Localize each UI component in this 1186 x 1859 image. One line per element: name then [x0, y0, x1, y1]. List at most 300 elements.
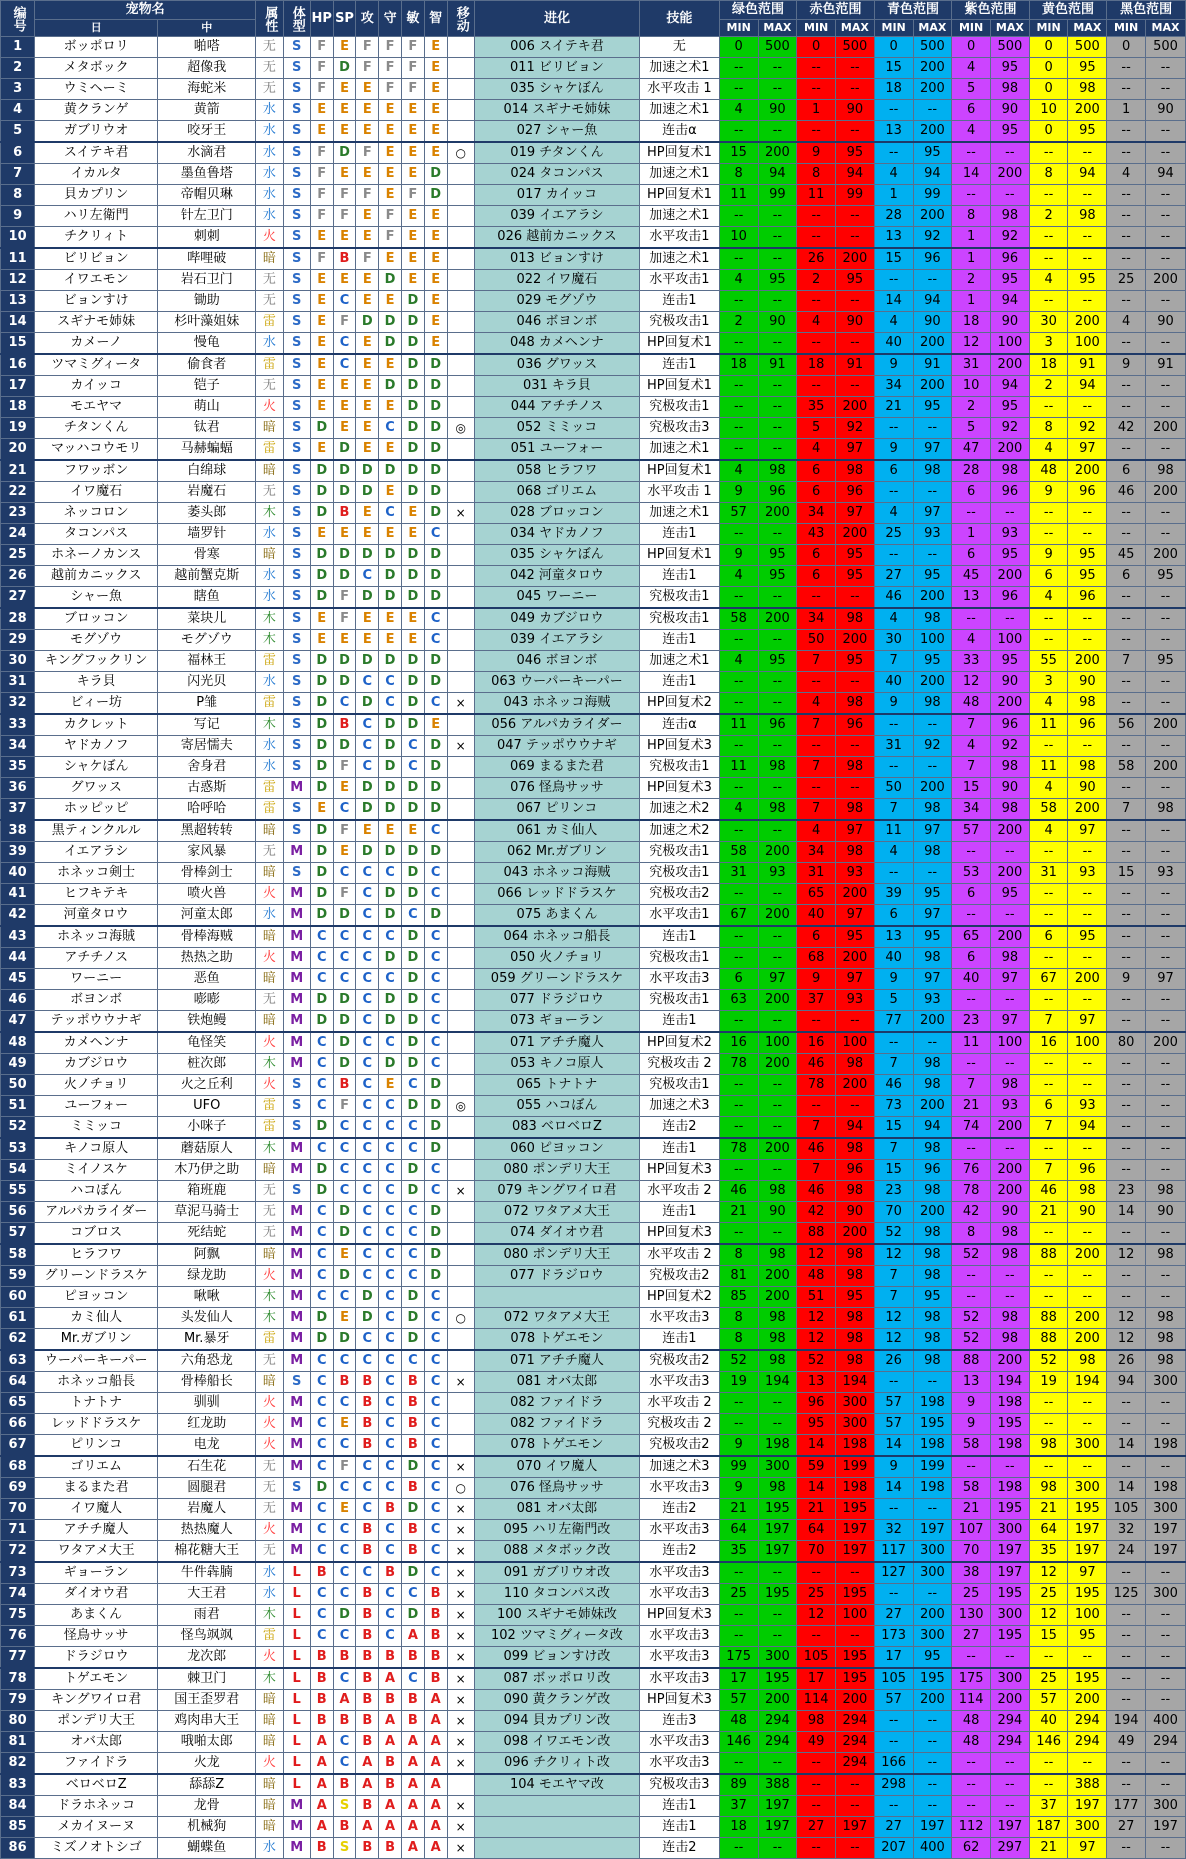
- yellow-max: 91: [1068, 354, 1107, 376]
- move-mark: ○: [447, 1478, 474, 1499]
- red-min: 6: [797, 566, 836, 587]
- purple-max: 97: [990, 969, 1029, 990]
- purple-min: 107: [952, 1520, 991, 1541]
- stat-def: C: [379, 1435, 402, 1457]
- blue-min: 40: [874, 948, 913, 969]
- stat-atk: C: [356, 1244, 379, 1266]
- pet-attribute: 暗: [256, 545, 283, 566]
- stat-atk: F: [356, 248, 379, 270]
- yellow-max: 98: [1068, 79, 1107, 100]
- purple-min: 175: [952, 1668, 991, 1690]
- evolution: 096 チクリィト改: [474, 1753, 639, 1775]
- pet-body-size: M: [283, 1244, 310, 1266]
- stat-atk: F: [356, 185, 379, 206]
- green-max: 98: [758, 1478, 797, 1499]
- black-min: 14: [1107, 1435, 1146, 1457]
- row-number: 26: [1, 566, 35, 587]
- black-max: --: [1145, 926, 1185, 948]
- stat-agi: D: [401, 291, 424, 312]
- yellow-min: 15: [1029, 1626, 1068, 1647]
- table-row: [1, 164, 1186, 185]
- stat-atk: A: [356, 1774, 379, 1796]
- evolution: 056 アルパカライダー: [474, 714, 639, 736]
- stat-hp: C: [310, 1414, 333, 1435]
- green-max: 96: [758, 482, 797, 503]
- stat-agi: D: [401, 1011, 424, 1033]
- evolution: 050 火ノチョリ: [474, 948, 639, 969]
- col-purple: 紫色范围: [952, 1, 1029, 20]
- pet-name-cn: 头发仙人: [158, 1308, 256, 1329]
- row-number: 33: [1, 714, 35, 736]
- pet-attribute: 火: [256, 1435, 283, 1457]
- pet-body-size: S: [283, 37, 310, 58]
- purple-min: 6: [952, 884, 991, 905]
- skill: 加速之术1: [640, 248, 720, 270]
- purple-max: --: [990, 1796, 1029, 1817]
- pet-body-size: S: [283, 185, 310, 206]
- green-min: --: [719, 1414, 758, 1435]
- pet-body-size: S: [283, 206, 310, 227]
- stat-sp: E: [333, 1308, 356, 1329]
- green-max: --: [758, 1414, 797, 1435]
- purple-min: 9: [952, 1414, 991, 1435]
- row-number: 9: [1, 206, 35, 227]
- move-mark: [447, 884, 474, 905]
- pet-body-size: S: [283, 608, 310, 630]
- skill: 加速之术3: [640, 1096, 720, 1117]
- stat-def: D: [379, 990, 402, 1011]
- evolution: 100 スギナモ姉妹改: [474, 1605, 639, 1626]
- purple-min: 114: [952, 1690, 991, 1711]
- purple-min: 8: [952, 206, 991, 227]
- stat-int: E: [424, 58, 447, 79]
- stat-hp: E: [310, 121, 333, 143]
- red-min: 31: [797, 863, 836, 884]
- blue-min: 0: [874, 37, 913, 58]
- evolution: [474, 1796, 639, 1817]
- table-row: [1, 842, 1186, 863]
- row-number: 72: [1, 1541, 35, 1563]
- stat-atk: D: [356, 1287, 379, 1308]
- green-min: 6: [719, 969, 758, 990]
- black-max: --: [1145, 672, 1185, 693]
- green-max: 98: [758, 799, 797, 821]
- red-max: 200: [836, 248, 875, 270]
- black-max: --: [1145, 1011, 1185, 1033]
- evolution: 088 メタボック改: [474, 1541, 639, 1563]
- green-max: 294: [758, 1732, 797, 1753]
- col-blue-min: MIN: [874, 20, 913, 37]
- purple-max: 96: [990, 587, 1029, 609]
- pet-name-cn: 阿飘: [158, 1244, 256, 1266]
- green-max: 195: [758, 1668, 797, 1690]
- table-row: [1, 418, 1186, 439]
- col-jp: 日: [35, 20, 158, 37]
- stat-hp: D: [310, 418, 333, 439]
- yellow-max: --: [1068, 1414, 1107, 1435]
- red-min: 48: [797, 1266, 836, 1287]
- pet-attribute: 无: [256, 270, 283, 291]
- yellow-max: --: [1068, 948, 1107, 969]
- pet-name-jp: ミミッコ: [35, 1117, 158, 1139]
- stat-atk: F: [356, 37, 379, 58]
- pet-body-size: S: [283, 587, 310, 609]
- blue-max: 500: [913, 37, 952, 58]
- purple-min: 10: [952, 376, 991, 397]
- red-max: --: [836, 121, 875, 143]
- red-max: 96: [836, 482, 875, 503]
- green-min: 175: [719, 1647, 758, 1669]
- table-row: [1, 1350, 1186, 1372]
- red-min: --: [797, 1562, 836, 1584]
- green-min: 4: [719, 799, 758, 821]
- pet-attribute: 木: [256, 1308, 283, 1329]
- pet-body-size: S: [283, 100, 310, 121]
- red-min: 34: [797, 503, 836, 524]
- stat-agi: D: [401, 397, 424, 418]
- pet-name-jp: テッポウウナギ: [35, 1011, 158, 1033]
- pet-name-cn: 家风暴: [158, 842, 256, 863]
- skill: 加速之术2: [640, 820, 720, 842]
- red-min: 114: [797, 1690, 836, 1711]
- pet-body-size: M: [283, 1287, 310, 1308]
- stat-atk: C: [356, 1499, 379, 1520]
- black-max: --: [1145, 842, 1185, 863]
- stat-def: E: [379, 820, 402, 842]
- black-max: 198: [1145, 1478, 1185, 1499]
- row-number: 41: [1, 884, 35, 905]
- move-mark: [447, 1350, 474, 1372]
- purple-min: 2: [952, 397, 991, 418]
- evolution: 102 ツマミグィータ改: [474, 1626, 639, 1647]
- black-max: --: [1145, 693, 1185, 715]
- table-row: [1, 1372, 1186, 1393]
- evolution: 073 ギョーラン: [474, 1011, 639, 1033]
- yellow-max: 195: [1068, 1584, 1107, 1605]
- black-min: --: [1107, 79, 1146, 100]
- stat-int: D: [424, 164, 447, 185]
- purple-min: 14: [952, 164, 991, 185]
- red-max: 98: [836, 757, 875, 778]
- stat-atk: C: [356, 736, 379, 757]
- pet-attribute: 暗: [256, 926, 283, 948]
- purple-min: 6: [952, 545, 991, 566]
- red-min: 26: [797, 248, 836, 270]
- stat-def: D: [379, 333, 402, 355]
- black-max: 94: [1145, 164, 1185, 185]
- blue-max: 98: [913, 1350, 952, 1372]
- black-max: --: [1145, 1117, 1185, 1139]
- pet-name-jp: ビョンすけ: [35, 291, 158, 312]
- yellow-max: --: [1068, 608, 1107, 630]
- table-row: [1, 1160, 1186, 1181]
- row-number: 42: [1, 905, 35, 927]
- evolution: 081 オバ太郎: [474, 1499, 639, 1520]
- pet-name-jp: ハコぼん: [35, 1181, 158, 1202]
- red-max: 194: [836, 1372, 875, 1393]
- pet-name-cn: 菜块儿: [158, 608, 256, 630]
- pet-body-size: S: [283, 227, 310, 249]
- yellow-min: 25: [1029, 1584, 1068, 1605]
- pet-attribute: 水: [256, 164, 283, 185]
- red-max: 198: [836, 1478, 875, 1499]
- move-mark: ×: [447, 1520, 474, 1541]
- pet-name-jp: まるまた君: [35, 1478, 158, 1499]
- pet-name-cn: 岩石卫门: [158, 270, 256, 291]
- red-max: 98: [836, 1244, 875, 1266]
- red-min: 46: [797, 1138, 836, 1160]
- blue-max: 98: [913, 842, 952, 863]
- table-row: [1, 58, 1186, 79]
- black-max: --: [1145, 1138, 1185, 1160]
- blue-max: 98: [913, 460, 952, 482]
- green-max: --: [758, 820, 797, 842]
- row-number: 86: [1, 1838, 35, 1859]
- stat-sp: F: [333, 206, 356, 227]
- green-min: 4: [719, 100, 758, 121]
- pet-name-jp: ホネーノカンス: [35, 545, 158, 566]
- skill: 水平攻击3: [640, 1647, 720, 1669]
- yellow-min: 9: [1029, 482, 1068, 503]
- stat-atk: E: [356, 270, 379, 291]
- move-mark: [447, 1160, 474, 1181]
- pet-body-size: M: [283, 1032, 310, 1054]
- skill: 水平攻击 2: [640, 1181, 720, 1202]
- purple-max: --: [990, 503, 1029, 524]
- pet-name-jp: キノコ原人: [35, 1138, 158, 1160]
- black-min: --: [1107, 121, 1146, 143]
- stat-atk: D: [356, 482, 379, 503]
- stat-def: C: [379, 1350, 402, 1372]
- pet-name-cn: 红龙助: [158, 1414, 256, 1435]
- pet-name-cn: 桩次郎: [158, 1054, 256, 1075]
- stat-atk: C: [356, 1117, 379, 1139]
- yellow-max: --: [1068, 630, 1107, 651]
- row-number: 5: [1, 121, 35, 143]
- pet-body-size: L: [283, 1668, 310, 1690]
- stat-hp: D: [310, 1308, 333, 1329]
- stat-int: D: [424, 566, 447, 587]
- row-number: 4: [1, 100, 35, 121]
- red-max: 199: [836, 1456, 875, 1478]
- red-min: --: [797, 587, 836, 609]
- yellow-max: 97: [1068, 1011, 1107, 1033]
- yellow-max: 98: [1068, 206, 1107, 227]
- green-max: --: [758, 736, 797, 757]
- stat-def: E: [379, 630, 402, 651]
- evolution: 039 イエアラシ: [474, 206, 639, 227]
- stat-atk: B: [356, 1626, 379, 1647]
- black-max: 90: [1145, 312, 1185, 333]
- black-min: 49: [1107, 1732, 1146, 1753]
- stat-atk: C: [356, 1223, 379, 1245]
- blue-min: 15: [874, 58, 913, 79]
- yellow-max: 200: [1068, 1690, 1107, 1711]
- pet-body-size: M: [283, 1160, 310, 1181]
- stat-hp: D: [310, 482, 333, 503]
- purple-max: --: [990, 1753, 1029, 1775]
- yellow-min: --: [1029, 1647, 1068, 1669]
- stat-atk: E: [356, 524, 379, 545]
- black-max: --: [1145, 503, 1185, 524]
- stat-agi: D: [401, 651, 424, 672]
- stat-sp: F: [333, 1456, 356, 1478]
- stat-def: C: [379, 1520, 402, 1541]
- purple-max: 200: [990, 164, 1029, 185]
- blue-min: 21: [874, 397, 913, 418]
- purple-min: 0: [952, 37, 991, 58]
- stat-agi: D: [401, 333, 424, 355]
- blue-max: 98: [913, 1138, 952, 1160]
- black-min: --: [1107, 1456, 1146, 1478]
- pet-name-cn: 岩魔人: [158, 1499, 256, 1520]
- stat-def: D: [379, 757, 402, 778]
- stat-agi: D: [401, 566, 424, 587]
- purple-max: 200: [990, 1350, 1029, 1372]
- pet-name-jp: あまくん: [35, 1605, 158, 1626]
- pet-name-jp: ミズノオトシゴ: [35, 1838, 158, 1859]
- table-row: [1, 270, 1186, 291]
- yellow-max: 93: [1068, 863, 1107, 884]
- pet-body-size: L: [283, 1605, 310, 1626]
- pet-name-jp: チタンくん: [35, 418, 158, 439]
- yellow-max: 94: [1068, 1117, 1107, 1139]
- blue-max: 400: [913, 1838, 952, 1859]
- row-number: 54: [1, 1160, 35, 1181]
- stat-hp: A: [310, 1774, 333, 1796]
- purple-max: 90: [990, 1202, 1029, 1223]
- evolution: 082 ファイドラ: [474, 1414, 639, 1435]
- pet-body-size: S: [283, 270, 310, 291]
- black-max: 98: [1145, 1350, 1185, 1372]
- red-min: 4: [797, 312, 836, 333]
- skill: 连击2: [640, 1541, 720, 1563]
- yellow-min: --: [1029, 884, 1068, 905]
- evolution: 044 アチチノス: [474, 397, 639, 418]
- black-min: 94: [1107, 1372, 1146, 1393]
- pet-body-size: S: [283, 121, 310, 143]
- purple-min: --: [952, 1796, 991, 1817]
- col-yellow-max: MAX: [1068, 20, 1107, 37]
- red-min: 37: [797, 990, 836, 1011]
- red-min: 0: [797, 37, 836, 58]
- blue-max: 94: [913, 1117, 952, 1139]
- red-min: --: [797, 1774, 836, 1796]
- stat-int: C: [424, 1329, 447, 1351]
- evolution: 071 アチチ魔人: [474, 1350, 639, 1372]
- stat-agi: A: [401, 1838, 424, 1859]
- move-mark: [447, 248, 474, 270]
- stat-sp: S: [333, 1796, 356, 1817]
- green-max: 90: [758, 312, 797, 333]
- stat-atk: D: [356, 651, 379, 672]
- pet-body-size: S: [283, 630, 310, 651]
- blue-max: 200: [913, 206, 952, 227]
- stat-hp: D: [310, 884, 333, 905]
- yellow-min: 7: [1029, 1011, 1068, 1033]
- yellow-min: 7: [1029, 1160, 1068, 1181]
- skill: 连击1: [640, 1817, 720, 1838]
- pet-attribute: 火: [256, 1647, 283, 1669]
- yellow-max: --: [1068, 142, 1107, 164]
- red-min: 96: [797, 1393, 836, 1414]
- stat-def: C: [379, 1329, 402, 1351]
- skill: 连击1: [640, 630, 720, 651]
- black-min: --: [1107, 1414, 1146, 1435]
- yellow-max: 200: [1068, 312, 1107, 333]
- black-max: 98: [1145, 460, 1185, 482]
- stat-atk: E: [356, 227, 379, 249]
- purple-min: --: [952, 990, 991, 1011]
- skill: 加速之术2: [640, 799, 720, 821]
- blue-min: 14: [874, 1435, 913, 1457]
- pet-name-jp: ホネッコ海賊: [35, 926, 158, 948]
- yellow-min: 10: [1029, 100, 1068, 121]
- stat-hp: E: [310, 397, 333, 418]
- purple-min: 4: [952, 630, 991, 651]
- blue-min: --: [874, 1732, 913, 1753]
- row-number: 23: [1, 503, 35, 524]
- purple-min: 62: [952, 1838, 991, 1859]
- move-mark: ○: [447, 142, 474, 164]
- blue-min: --: [874, 545, 913, 566]
- red-min: --: [797, 121, 836, 143]
- skill: 连击α: [640, 714, 720, 736]
- green-max: 200: [758, 1138, 797, 1160]
- stat-hp: B: [310, 1690, 333, 1711]
- stat-sp: B: [333, 1711, 356, 1732]
- pet-body-size: M: [283, 1202, 310, 1223]
- stat-hp: D: [310, 863, 333, 884]
- green-min: 46: [719, 1181, 758, 1202]
- evolution: 043 ホネッコ海贼: [474, 863, 639, 884]
- move-mark: [447, 1435, 474, 1457]
- stat-int: C: [424, 1562, 447, 1584]
- pet-name-jp: 怪鳥サッサ: [35, 1626, 158, 1647]
- pet-name-jp: スギナモ姉妹: [35, 312, 158, 333]
- green-min: --: [719, 948, 758, 969]
- green-min: --: [719, 1605, 758, 1626]
- pet-attribute: 木: [256, 1138, 283, 1160]
- move-mark: [447, 439, 474, 461]
- table-row: [1, 1584, 1186, 1605]
- stat-def: A: [379, 1817, 402, 1838]
- purple-min: 40: [952, 969, 991, 990]
- red-min: 52: [797, 1350, 836, 1372]
- pet-attribute: 无: [256, 990, 283, 1011]
- evolution: 080 ポンデリ大王: [474, 1244, 639, 1266]
- purple-max: --: [990, 842, 1029, 863]
- green-min: --: [719, 820, 758, 842]
- purple-min: --: [952, 1054, 991, 1075]
- green-min: --: [719, 333, 758, 355]
- black-min: --: [1107, 1774, 1146, 1796]
- evolution: 078 トゲエモン: [474, 1329, 639, 1351]
- blue-min: 7: [874, 651, 913, 672]
- evolution: 034 ヤドカノフ: [474, 524, 639, 545]
- stat-agi: D: [401, 545, 424, 566]
- skill: HP回复术3: [640, 736, 720, 757]
- purple-max: 200: [990, 1690, 1029, 1711]
- red-min: 9: [797, 969, 836, 990]
- blue-min: 17: [874, 1647, 913, 1669]
- yellow-min: 31: [1029, 863, 1068, 884]
- blue-min: 6: [874, 460, 913, 482]
- pet-name-cn: 白绵球: [158, 460, 256, 482]
- blue-min: 12: [874, 1308, 913, 1329]
- yellow-min: 18: [1029, 354, 1068, 376]
- move-mark: [447, 820, 474, 842]
